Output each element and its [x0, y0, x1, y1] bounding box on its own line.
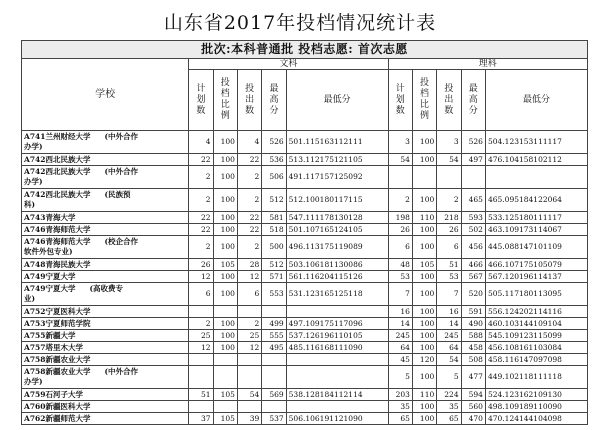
wenke-plan-cell: 26: [189, 259, 213, 271]
wenke-max-cell: 581: [262, 212, 286, 224]
like-min-cell: 504.123153111117: [485, 131, 587, 154]
header-like-min: 最低分: [485, 70, 587, 131]
wenke-ratio-cell: 100: [213, 166, 237, 189]
wenke-toudang-cell: 4: [237, 131, 261, 154]
like-toudang-cell: 54: [437, 154, 461, 166]
wenke-plan-cell: 22: [189, 224, 213, 236]
wenke-plan-cell: 37: [189, 413, 213, 425]
like-ratio-cell: 100: [412, 283, 436, 306]
like-toudang-cell: 218: [437, 212, 461, 224]
wenke-plan-cell: [189, 401, 213, 413]
like-toudang-cell: 7: [437, 283, 461, 306]
admission-table-wrapper: [21, 40, 588, 425]
table-row: [22, 389, 588, 401]
wenke-ratio-cell: 100: [213, 283, 237, 306]
wenke-toudang-cell: 22: [237, 154, 261, 166]
like-min-cell: 458.116147097098: [485, 354, 587, 366]
wenke-plan-cell: 51: [189, 389, 213, 401]
like-plan-cell: 6: [388, 236, 412, 259]
wenke-min-cell: 513.112175121105: [286, 154, 388, 166]
admission-table: [21, 40, 588, 425]
wenke-plan-cell: 6: [189, 283, 213, 306]
wenke-max-cell: 526: [262, 131, 286, 154]
wenke-max-cell: [262, 366, 286, 389]
like-plan-cell: 5: [388, 366, 412, 389]
wenke-ratio-cell: 100: [213, 224, 237, 236]
wenke-max-cell: 553: [262, 283, 286, 306]
like-min-cell: 460.103144109104: [485, 318, 587, 330]
like-plan-cell: 203: [388, 389, 412, 401]
wenke-toudang-cell: 22: [237, 212, 261, 224]
wenke-toudang-cell: [237, 401, 261, 413]
school-name: A746青海师范大学: [24, 224, 91, 234]
like-ratio-cell: 100: [412, 224, 436, 236]
school-cell: [22, 354, 189, 366]
wenke-min-cell: 512.100180117115: [286, 189, 388, 212]
school-program-type-cont: 科): [24, 200, 36, 209]
wenke-ratio-cell: 105: [213, 413, 237, 425]
school-cell: [22, 154, 189, 166]
like-plan-cell: 35: [388, 401, 412, 413]
wenke-min-cell: [286, 354, 388, 366]
wenke-min-cell: 531.123165125118: [286, 283, 388, 306]
table-row: [22, 224, 588, 236]
wenke-toudang-cell: 54: [237, 389, 261, 401]
table-row: [22, 366, 588, 389]
like-min-cell: 476.104158102112: [485, 154, 587, 166]
wenke-min-cell: 491.117157125092: [286, 166, 388, 189]
wenke-toudang-cell: 6: [237, 283, 261, 306]
header-wenke-ratio: 投档比例: [213, 70, 237, 131]
like-toudang-cell: 14: [437, 318, 461, 330]
table-row: [22, 401, 588, 413]
wenke-toudang-cell: 28: [237, 259, 261, 271]
wenke-ratio-cell: 100: [213, 271, 237, 283]
like-max-cell: 490: [461, 318, 485, 330]
school-name: A753宁夏师范学院: [24, 318, 91, 328]
table-row: [22, 283, 588, 306]
school-cell: [22, 342, 189, 354]
wenke-max-cell: 500: [262, 236, 286, 259]
school-program-type-cont: 办学): [24, 142, 43, 151]
wenke-plan-cell: 2: [189, 318, 213, 330]
like-ratio-cell: 100: [412, 271, 436, 283]
like-plan-cell: 45: [388, 354, 412, 366]
school-name: A760新疆医科大学: [24, 401, 91, 411]
like-min-cell: [485, 166, 587, 189]
school-name: A743青海大学: [24, 212, 76, 222]
like-max-cell: [461, 166, 485, 189]
wenke-ratio-cell: 100: [213, 318, 237, 330]
like-toudang-cell: 6: [437, 236, 461, 259]
wenke-toudang-cell: 2: [237, 318, 261, 330]
wenke-max-cell: [262, 306, 286, 318]
like-toudang-cell: 64: [437, 342, 461, 354]
like-max-cell: 470: [461, 413, 485, 425]
wenke-max-cell: 569: [262, 389, 286, 401]
school-program-type: (中外合作: [104, 132, 139, 141]
like-plan-cell: 48: [388, 259, 412, 271]
school-cell: [22, 330, 189, 342]
wenke-max-cell: [262, 354, 286, 366]
like-plan-cell: 16: [388, 306, 412, 318]
school-program-type-cont: 办学): [24, 177, 43, 186]
like-plan-cell: 65: [388, 413, 412, 425]
school-cell: [22, 271, 189, 283]
like-toudang-cell: 245: [437, 330, 461, 342]
wenke-plan-cell: [189, 354, 213, 366]
like-max-cell: 594: [461, 389, 485, 401]
like-min-cell: 466.107175105079: [485, 259, 587, 271]
like-min-cell: 505.117180113095: [485, 283, 587, 306]
header-like-ratio: 投档比例: [412, 70, 436, 131]
like-plan-cell: [388, 166, 412, 189]
like-toudang-cell: 51: [437, 259, 461, 271]
like-plan-cell: 53: [388, 271, 412, 283]
like-min-cell: 470.124144104098: [485, 413, 587, 425]
like-toudang-cell: 16: [437, 306, 461, 318]
like-toudang-cell: 53: [437, 271, 461, 283]
school-program-type-cont: 办学): [24, 377, 43, 386]
like-toudang-cell: [437, 166, 461, 189]
like-plan-cell: 26: [388, 224, 412, 236]
table-row: [22, 259, 588, 271]
like-max-cell: 456: [461, 236, 485, 259]
school-name: A742西北民族大学: [24, 167, 91, 176]
table-row: [22, 271, 588, 283]
wenke-plan-cell: 25: [189, 330, 213, 342]
wenke-toudang-cell: 12: [237, 271, 261, 283]
wenke-toudang-cell: [237, 366, 261, 389]
like-toudang-cell: 3: [437, 131, 461, 154]
school-name: A742西北民族大学: [24, 154, 91, 164]
school-name: A758新疆农业大学: [24, 354, 91, 364]
school-cell: [22, 236, 189, 259]
table-row: [22, 189, 588, 212]
like-max-cell: 588: [461, 330, 485, 342]
wenke-ratio-cell: 100: [213, 189, 237, 212]
header-like-plan: 计划数: [388, 70, 412, 131]
wenke-max-cell: 518: [262, 224, 286, 236]
school-cell: [22, 212, 189, 224]
wenke-ratio-cell: 100: [213, 131, 237, 154]
like-max-cell: 497: [461, 154, 485, 166]
school-cell: [22, 306, 189, 318]
table-row: [22, 212, 588, 224]
wenke-ratio-cell: 105: [213, 389, 237, 401]
school-cell: [22, 224, 189, 236]
like-min-cell: 524.123162109130: [485, 389, 587, 401]
wenke-ratio-cell: [213, 401, 237, 413]
wenke-min-cell: 506.106191121090: [286, 413, 388, 425]
wenke-ratio-cell: 100: [213, 154, 237, 166]
table-row: [22, 342, 588, 354]
wenke-ratio-cell: 105: [213, 259, 237, 271]
school-cell: [22, 366, 189, 389]
like-toudang-cell: 35: [437, 401, 461, 413]
like-ratio-cell: 110: [412, 389, 436, 401]
wenke-ratio-cell: 100: [213, 212, 237, 224]
wenke-min-cell: 561.116204115126: [286, 271, 388, 283]
like-min-cell: 445.088147101109: [485, 236, 587, 259]
like-max-cell: 520: [461, 283, 485, 306]
wenke-min-cell: [286, 401, 388, 413]
like-ratio-cell: 100: [412, 366, 436, 389]
like-ratio-cell: 100: [412, 236, 436, 259]
like-min-cell: 545.109123115099: [485, 330, 587, 342]
like-max-cell: 477: [461, 366, 485, 389]
school-name: A752宁夏医科大学: [24, 306, 91, 316]
wenke-plan-cell: 4: [189, 131, 213, 154]
school-name: A749宁夏大学: [24, 284, 76, 293]
like-ratio-cell: 100: [412, 330, 436, 342]
like-ratio-cell: 120: [412, 354, 436, 366]
school-program-type-cont: 业): [24, 294, 36, 303]
school-cell: [22, 389, 189, 401]
wenke-toudang-cell: 2: [237, 236, 261, 259]
wenke-plan-cell: [189, 306, 213, 318]
wenke-min-cell: 496.113175119089: [286, 236, 388, 259]
table-row: [22, 236, 588, 259]
wenke-max-cell: 555: [262, 330, 286, 342]
group-wenke: 文科: [189, 59, 388, 70]
wenke-max-cell: 499: [262, 318, 286, 330]
like-plan-cell: 14: [388, 318, 412, 330]
batch-line: 批次:本科普通批 投档志愿: 首次志愿: [22, 41, 588, 59]
school-name: A742西北民族大学: [24, 190, 91, 199]
wenke-min-cell: 501.115163112111: [286, 131, 388, 154]
like-plan-cell: 64: [388, 342, 412, 354]
like-min-cell: 498.109189110090: [485, 401, 587, 413]
school-program-type: (校企合作: [104, 237, 139, 246]
table-row: [22, 413, 588, 425]
like-max-cell: 508: [461, 354, 485, 366]
wenke-max-cell: 512: [262, 189, 286, 212]
like-min-cell: 533.125180111117: [485, 212, 587, 224]
wenke-toudang-cell: 22: [237, 224, 261, 236]
wenke-min-cell: 503.106181130086: [286, 259, 388, 271]
table-body: [22, 41, 588, 425]
wenke-max-cell: 512: [262, 259, 286, 271]
wenke-min-cell: 547.111178130128: [286, 212, 388, 224]
like-max-cell: 593: [461, 212, 485, 224]
like-max-cell: 560: [461, 401, 485, 413]
wenke-toudang-cell: [237, 354, 261, 366]
wenke-min-cell: 538.128184112114: [286, 389, 388, 401]
like-toudang-cell: 2: [437, 189, 461, 212]
wenke-ratio-cell: 100: [213, 330, 237, 342]
school-name: A755新疆大学: [24, 330, 76, 340]
wenke-toudang-cell: 2: [237, 189, 261, 212]
like-plan-cell: 2: [388, 189, 412, 212]
group-like: 理科: [388, 59, 587, 70]
like-plan-cell: 245: [388, 330, 412, 342]
wenke-toudang-cell: 12: [237, 342, 261, 354]
wenke-plan-cell: 12: [189, 271, 213, 283]
like-max-cell: 466: [461, 259, 485, 271]
wenke-plan-cell: 22: [189, 154, 213, 166]
table-row: [22, 166, 588, 189]
wenke-ratio-cell: [213, 306, 237, 318]
like-ratio-cell: 100: [412, 401, 436, 413]
like-toudang-cell: 65: [437, 413, 461, 425]
like-ratio-cell: 100: [412, 306, 436, 318]
school-name: A758新疆农业大学: [24, 367, 91, 376]
like-toudang-cell: 224: [437, 389, 461, 401]
wenke-plan-cell: [189, 366, 213, 389]
school-cell: [22, 189, 189, 212]
school-program-type: (民族预: [104, 190, 131, 199]
table-row: [22, 306, 588, 318]
like-ratio-cell: 110: [412, 212, 436, 224]
wenke-toudang-cell: 2: [237, 166, 261, 189]
header-wenke-toudang: 投出数: [237, 70, 261, 131]
page-title: 山东省2017年投档情况统计表: [163, 12, 437, 34]
school-program-type: (中外合作: [104, 167, 139, 176]
header-like-max: 最高分: [461, 70, 485, 131]
school-cell: [22, 166, 189, 189]
school-name: A749宁夏大学: [24, 271, 76, 281]
like-min-cell: 463.109173114067: [485, 224, 587, 236]
like-max-cell: 502: [461, 224, 485, 236]
like-min-cell: 456.108161103084: [485, 342, 587, 354]
school-program-type: (高收费专: [89, 284, 124, 293]
like-ratio-cell: 100: [412, 131, 436, 154]
wenke-toudang-cell: 39: [237, 413, 261, 425]
like-toudang-cell: 26: [437, 224, 461, 236]
table-row: [22, 154, 588, 166]
wenke-plan-cell: 12: [189, 342, 213, 354]
wenke-toudang-cell: 25: [237, 330, 261, 342]
like-min-cell: 449.102118111118: [485, 366, 587, 389]
school-program-type-cont: 软件外包专业): [24, 247, 73, 256]
wenke-toudang-cell: [237, 306, 261, 318]
like-min-cell: 556.124202114116: [485, 306, 587, 318]
header-wenke-plan: 计划数: [189, 70, 213, 131]
like-toudang-cell: 5: [437, 366, 461, 389]
header-wenke-min: 最低分: [286, 70, 388, 131]
wenke-min-cell: 497.109175117096: [286, 318, 388, 330]
wenke-ratio-cell: 100: [213, 236, 237, 259]
like-plan-cell: 7: [388, 283, 412, 306]
table-row: [22, 330, 588, 342]
wenke-min-cell: [286, 366, 388, 389]
wenke-plan-cell: 22: [189, 212, 213, 224]
like-ratio-cell: 100: [412, 154, 436, 166]
wenke-max-cell: 537: [262, 413, 286, 425]
like-ratio-cell: 100: [412, 413, 436, 425]
school-program-type: (中外合作: [104, 367, 139, 376]
header-wenke-max: 最高分: [262, 70, 286, 131]
table-row: [22, 354, 588, 366]
table-row: [22, 318, 588, 330]
school-name: A741兰州财经大学: [24, 132, 91, 141]
wenke-max-cell: 536: [262, 154, 286, 166]
like-max-cell: 591: [461, 306, 485, 318]
school-cell: [22, 131, 189, 154]
wenke-max-cell: 571: [262, 271, 286, 283]
school-cell: [22, 413, 189, 425]
school-cell: [22, 318, 189, 330]
school-cell: [22, 401, 189, 413]
wenke-min-cell: 537.126196110105: [286, 330, 388, 342]
wenke-min-cell: 485.116168111090: [286, 342, 388, 354]
wenke-plan-cell: 2: [189, 189, 213, 212]
wenke-ratio-cell: [213, 354, 237, 366]
header-school: 学校: [22, 59, 189, 131]
like-plan-cell: 54: [388, 154, 412, 166]
wenke-plan-cell: 2: [189, 236, 213, 259]
like-ratio-cell: 100: [412, 342, 436, 354]
school-name: A757塔里木大学: [24, 342, 83, 352]
like-max-cell: 465: [461, 189, 485, 212]
like-plan-cell: 198: [388, 212, 412, 224]
school-cell: [22, 259, 189, 271]
school-name: A748青海民族大学: [24, 259, 91, 269]
wenke-plan-cell: 2: [189, 166, 213, 189]
school-name: A759石河子大学: [24, 389, 83, 399]
like-min-cell: 465.095184122064: [485, 189, 587, 212]
like-min-cell: 567.120196114137: [485, 271, 587, 283]
like-ratio-cell: [412, 166, 436, 189]
wenke-min-cell: 501.107165124105: [286, 224, 388, 236]
wenke-max-cell: [262, 401, 286, 413]
like-max-cell: 526: [461, 131, 485, 154]
like-max-cell: 567: [461, 271, 485, 283]
wenke-min-cell: [286, 306, 388, 318]
like-ratio-cell: 105: [412, 259, 436, 271]
school-name: A762新疆师范大学: [24, 413, 91, 423]
like-ratio-cell: 100: [412, 189, 436, 212]
header-like-toudang: 投出数: [437, 70, 461, 131]
like-ratio-cell: 100: [412, 318, 436, 330]
wenke-max-cell: 495: [262, 342, 286, 354]
table-row: [22, 131, 588, 154]
wenke-ratio-cell: 100: [213, 342, 237, 354]
school-name: A746青海师范大学: [24, 237, 91, 246]
like-plan-cell: 3: [388, 131, 412, 154]
like-toudang-cell: 54: [437, 354, 461, 366]
wenke-max-cell: 506: [262, 166, 286, 189]
like-max-cell: 458: [461, 342, 485, 354]
wenke-ratio-cell: [213, 366, 237, 389]
school-cell: [22, 283, 189, 306]
